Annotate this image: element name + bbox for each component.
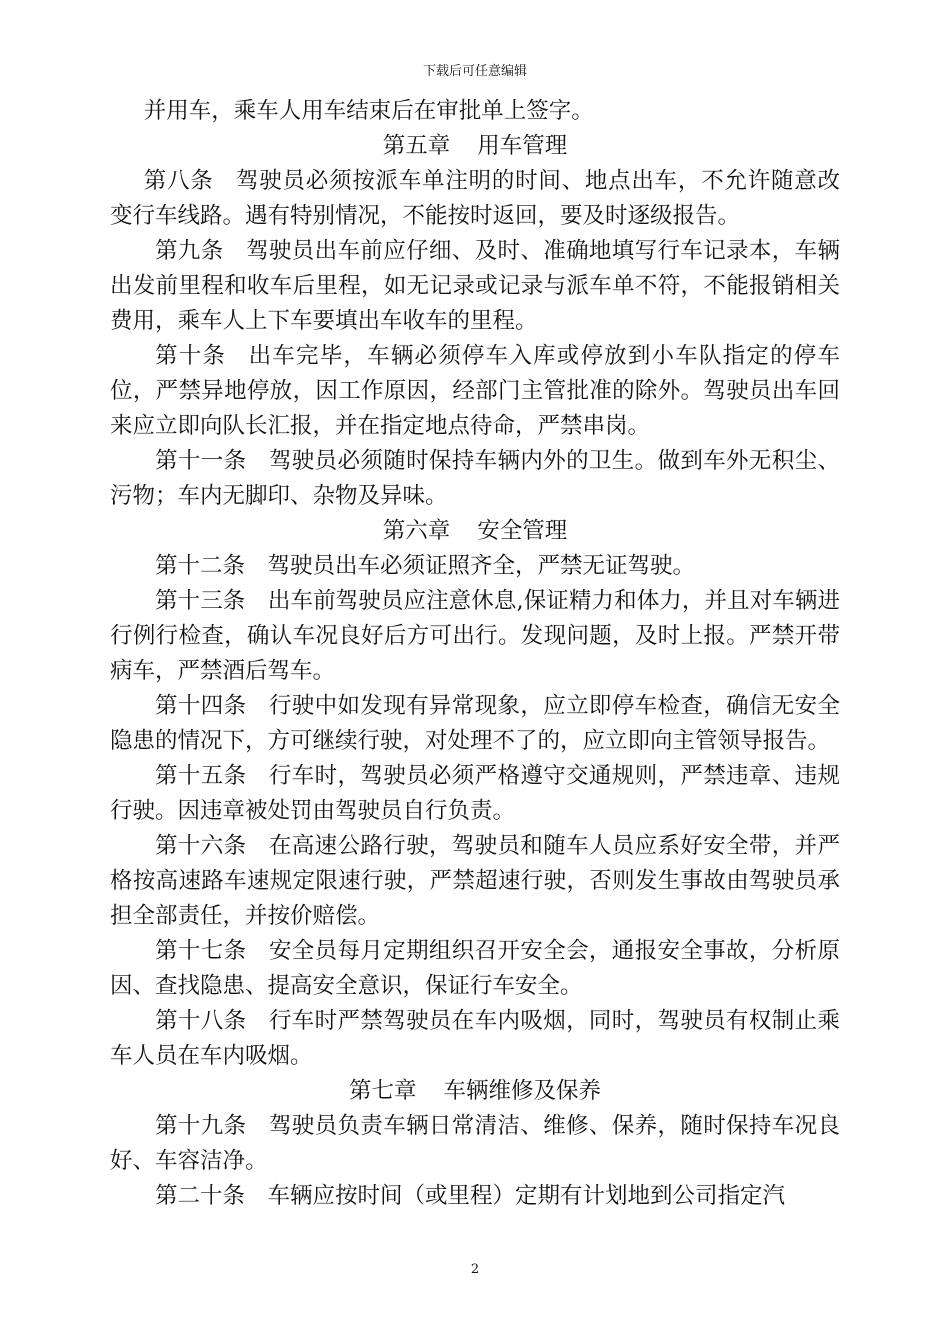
article-text: 驾驶员必须按派车单注明的时间、地点出车，不允许随意改变行车线路。遇有特别情况，不能按时返回，要及时逐级报告。 (110, 168, 840, 229)
page-number: 2 (470, 1262, 480, 1277)
chapter-heading (110, 1074, 840, 1109)
article-text: 出车前驾驶员应注意休息,保证精力和体力，并且对车辆进行例行检查，确认车况良好后方可出行。发现问题，及时上报。严禁开带病车，严禁酒后驾车。 (110, 588, 840, 684)
article-number: 第十一条 (155, 448, 247, 474)
chapter-number: 第七章 (348, 1078, 417, 1104)
article-text: 行车时严禁驾驶员在车内吸烟，同时，驾驶员有权制止乘车人员在车内吸烟。 (110, 1008, 840, 1069)
article-16 (110, 829, 840, 934)
article-13 (110, 584, 840, 689)
article-number: 第十七条 (155, 938, 247, 964)
article-text: 驾驶员出车必须证照齐全，严禁无证驾驶。 (267, 553, 696, 579)
chapter-number: 第五章 (382, 133, 451, 159)
chapter-title: 用车管理 (477, 133, 568, 159)
page-header: 下载后可任意编辑 (422, 64, 527, 79)
chapter-heading (110, 514, 840, 549)
article-number: 第十四条 (155, 693, 247, 719)
article-10 (110, 339, 840, 444)
article-number: 第十八条 (155, 1008, 247, 1034)
article-text: 驾驶员必须随时保持车辆内外的卫生。做到车外无积尘、污物；车内无脚印、杂物及异味。 (110, 448, 840, 509)
article-number: 第十六条 (155, 833, 247, 859)
article-12 (110, 549, 840, 584)
chapter-heading (110, 129, 840, 164)
document-body (110, 94, 840, 1214)
chapter-number: 第六章 (382, 518, 451, 544)
article-19 (110, 1109, 840, 1179)
article-8 (110, 164, 840, 234)
article-number: 第十三条 (155, 588, 246, 614)
article-text: 驾驶员负责车辆日常清洁、维修、保养，随时保持车况良好、车容洁净。 (110, 1113, 840, 1174)
article-text: 在高速公路行驶，驾驶员和随车人员应系好安全带，并严格按高速路车速规定限速行驶，严禁超速行驶，否则发生事故由驾驶员承担全部责任，并按价赔偿。 (110, 833, 840, 929)
article-text: 行车时，驾驶员必须严格遵守交通规则，严禁违章、违规行驶。因违章被处罚由驾驶员自行负责。 (110, 763, 840, 824)
article-18 (110, 1004, 840, 1074)
continued-paragraph: 并用车，乘车人用车结束后在审批单上签字。 (143, 98, 594, 124)
article-text: 车辆应按时间（或里程）定期有计划地到公司指定汽 (267, 1183, 786, 1209)
chapter-title: 安全管理 (477, 518, 568, 544)
article-14 (110, 689, 840, 759)
article-number: 第八条 (143, 168, 214, 194)
article-15 (110, 759, 840, 829)
article-number: 第十条 (155, 343, 227, 369)
article-11 (110, 444, 840, 514)
article-20 (110, 1179, 840, 1214)
article-text: 安全员每月定期组织召开安全会，通报安全事故，分析原因、查找隐患、提高安全意识，保证行车安全。 (110, 938, 840, 999)
article-number: 第十九条 (155, 1113, 247, 1139)
article-number: 第十五条 (155, 763, 247, 789)
article-text: 行驶中如发现有异常现象，应立即停车检查，确信无安全隐患的情况下，方可继续行驶，对处理不了的，应立即向主管领导报告。 (110, 693, 840, 754)
article-number: 第二十条 (155, 1183, 246, 1209)
article-number: 第九条 (155, 238, 224, 264)
article-text: 出车完毕，车辆必须停车入库或停放到小车队指定的停车位，严禁异地停放，因工作原因，经部门主管批准的除外。驾驶员出车回来应立即向队长汇报，并在指定地点待命，严禁串岗。 (110, 343, 840, 439)
article-17 (110, 934, 840, 1004)
article-9 (110, 234, 840, 339)
article-text: 驾驶员出车前应仔细、及时、准确地填写行车记录本，车辆出发前里程和收车后里程，如无记录或记录与派车单不符，不能报销相关费用，乘车人上下车要填出车收车的里程。 (110, 238, 840, 334)
chapter-title: 车辆维修及保养 (443, 1078, 602, 1104)
article-number: 第十二条 (155, 553, 246, 579)
